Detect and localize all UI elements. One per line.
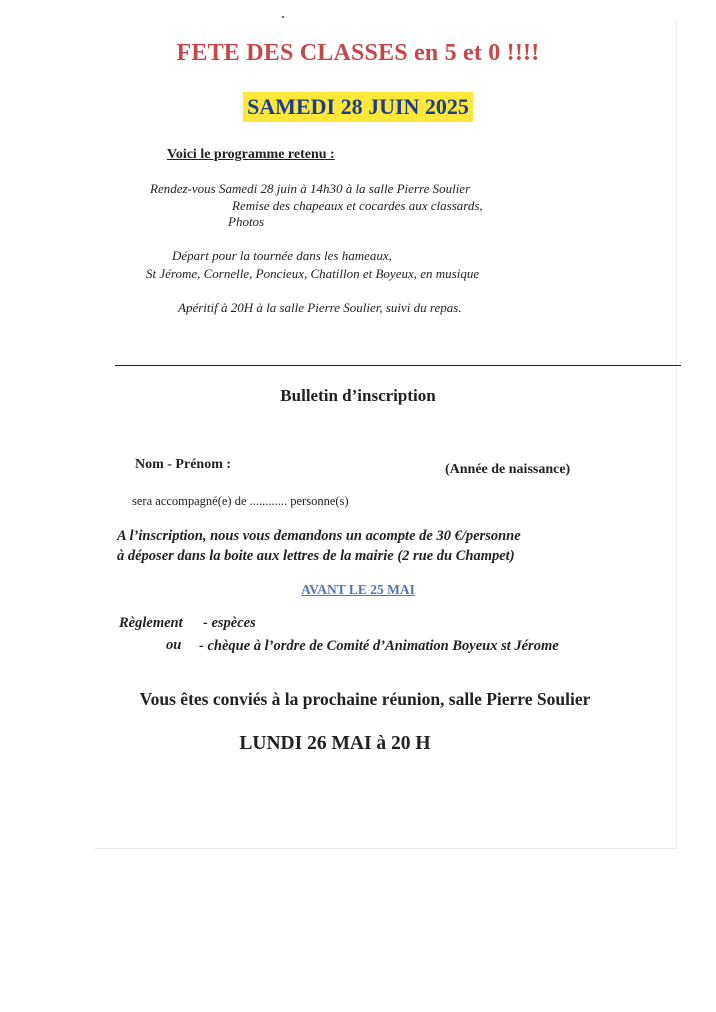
payment-label: Règlement <box>119 615 183 631</box>
payment-or: ou <box>166 637 182 653</box>
programme-line: Apéritif à 20H à la salle Pierre Soulier, suivi du repas. <box>178 300 462 315</box>
scan-dot <box>282 16 284 18</box>
date-banner: SAMEDI 28 JUIN 2025 <box>243 92 473 122</box>
accompanied-line: sera accompagné(e) de ............ personne(s) <box>132 494 349 508</box>
meeting-invitation: Vous êtes conviés à la prochaine réunion, salle Pierre Soulier <box>139 689 591 709</box>
programme-heading: Voici le programme retenu : <box>167 147 335 162</box>
form-title: Bulletin d’inscription <box>280 386 436 405</box>
programme-line: Remise des chapeaux et cocardes aux classards, <box>232 198 483 213</box>
payment-option-cash: - espèces <box>203 615 256 631</box>
section-divider <box>115 365 681 366</box>
date-banner-wrap <box>0 92 716 122</box>
meeting-date: LUNDI 26 MAI à 20 H <box>239 733 431 754</box>
name-label: Nom - Prénom : <box>135 457 232 472</box>
deposit-line: A l’inscription, nous vous demandons un acompte de 30 €/personne <box>117 528 521 544</box>
scan-edge <box>676 20 677 850</box>
programme-line: St Jérome, Cornelle, Poncieux, Chatillon et Boyeux, en musique <box>146 266 480 281</box>
birth-year-label: (Année de naissance) <box>445 462 571 477</box>
deposit-line: à déposer dans la boite aux lettres de la mairie (2 rue du Champet) <box>117 548 515 564</box>
programme-line: Départ pour la tournée dans les hameaux, <box>172 248 392 263</box>
scan-bottom-line <box>95 848 675 849</box>
programme-line: Photos <box>228 214 265 229</box>
deadline: AVANT LE 25 MAI <box>301 582 415 597</box>
payment-option-cheque: - chèque à l’ordre de Comité d’Animation Boyeux st Jérome <box>199 638 559 654</box>
programme-line: Rendez-vous Samedi 28 juin à 14h30 à la salle Pierre Soulier <box>150 181 471 196</box>
page-title: FETE DES CLASSES en 5 et 0 !!!! <box>176 40 540 66</box>
